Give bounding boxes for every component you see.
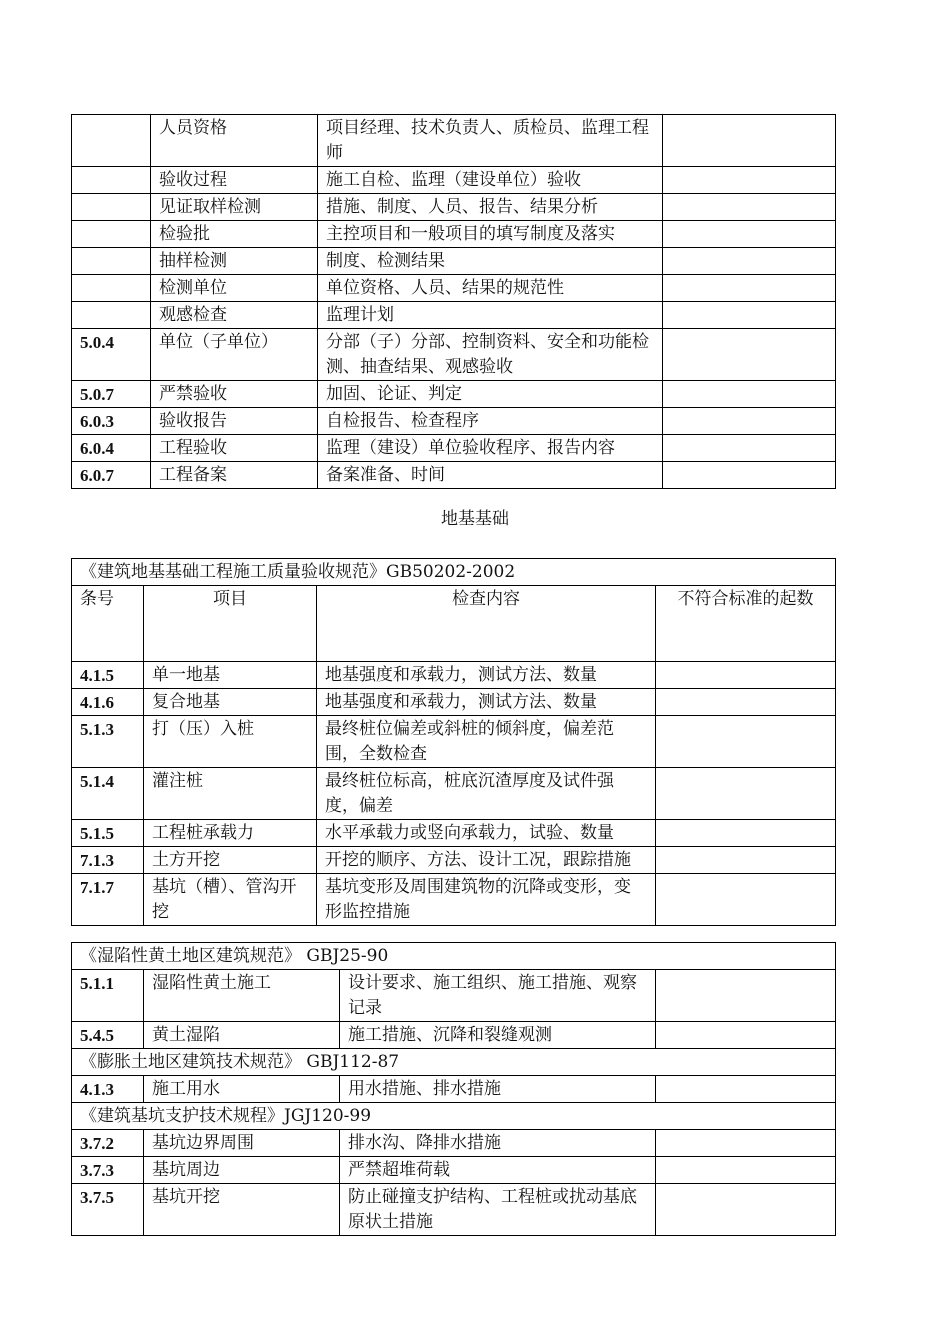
content-cell: 单位资格、人员、结果的规范性 <box>318 275 663 302</box>
table-row <box>72 302 836 329</box>
content-cell: 最终桩位标高，桩底沉渣厚度及试件强度，偏差 <box>317 768 656 820</box>
table-row <box>72 689 836 716</box>
content-cell: 主控项目和一般项目的填写制度及落实 <box>318 221 663 248</box>
clause-code: 6.0.3 <box>72 408 151 435</box>
clause-code: 7.1.3 <box>72 847 144 874</box>
item-cell: 检验批 <box>151 221 318 248</box>
clause-code: 6.0.7 <box>72 462 151 489</box>
item-cell: 验收报告 <box>151 408 318 435</box>
item-cell: 黄土湿陷 <box>144 1022 340 1049</box>
content-cell: 最终桩位偏差或斜桩的倾斜度，偏差范围，全数检查 <box>317 716 656 768</box>
count-cell <box>656 1076 836 1103</box>
clause-code: 6.0.4 <box>72 435 151 462</box>
content-cell: 严禁超堆荷载 <box>340 1157 656 1184</box>
count-cell <box>656 1130 836 1157</box>
table-row <box>72 662 836 689</box>
table-row <box>72 221 836 248</box>
other-standards-table <box>71 942 836 1236</box>
clause-code: 4.1.6 <box>72 689 144 716</box>
content-cell: 排水沟、降排水措施 <box>340 1130 656 1157</box>
clause-code <box>72 115 151 167</box>
item-cell: 验收过程 <box>151 167 318 194</box>
item-cell: 基坑边界周围 <box>144 1130 340 1157</box>
clause-code <box>72 167 151 194</box>
table-row <box>72 716 836 768</box>
clause-code: 5.4.5 <box>72 1022 144 1049</box>
clause-code: 5.0.7 <box>72 381 151 408</box>
count-cell <box>663 248 836 275</box>
count-cell <box>663 167 836 194</box>
item-cell: 基坑周边 <box>144 1157 340 1184</box>
clause-code: 4.1.5 <box>72 662 144 689</box>
table-row <box>72 329 836 381</box>
content-cell: 开挖的顺序、方法、设计工况，跟踪措施 <box>317 847 656 874</box>
count-cell <box>663 381 836 408</box>
content-cell: 监理计划 <box>318 302 663 329</box>
count-cell <box>663 115 836 167</box>
section-title: 地基基础 <box>441 509 509 529</box>
clause-code: 5.1.3 <box>72 716 144 768</box>
content-cell: 施工自检、监理（建设单位）验收 <box>318 167 663 194</box>
content-cell: 防止碰撞支护结构、工程桩或扰动基底原状土措施 <box>340 1184 656 1236</box>
count-cell <box>663 408 836 435</box>
item-cell: 抽样检测 <box>151 248 318 275</box>
header-content: 检查内容 <box>317 586 656 662</box>
content-cell: 分部（子）分部、控制资料、安全和功能检测、抽查结果、观感验收 <box>318 329 663 381</box>
table-row <box>72 462 836 489</box>
header-row <box>72 586 836 662</box>
table-row <box>72 194 836 221</box>
item-cell: 土方开挖 <box>144 847 317 874</box>
table-row <box>72 435 836 462</box>
table-row <box>72 1157 836 1184</box>
count-cell <box>663 194 836 221</box>
item-cell: 打（压）入桩 <box>144 716 317 768</box>
clause-code: 3.7.2 <box>72 1130 144 1157</box>
table-row <box>72 874 836 926</box>
clause-code <box>72 302 151 329</box>
clause-code: 5.1.4 <box>72 768 144 820</box>
count-cell <box>656 662 836 689</box>
table-row <box>72 1130 836 1157</box>
spec-title: 《湿陷性黄土地区建筑规范》 GBJ25-90 <box>72 943 836 970</box>
count-cell <box>663 329 836 381</box>
clause-code: 3.7.3 <box>72 1157 144 1184</box>
item-cell: 严禁验收 <box>151 381 318 408</box>
acceptance-table-continued <box>71 114 836 489</box>
spec-title-row <box>72 1103 836 1130</box>
count-cell <box>656 716 836 768</box>
count-cell <box>656 1022 836 1049</box>
count-cell <box>656 820 836 847</box>
clause-code: 5.1.5 <box>72 820 144 847</box>
spec-title-row <box>72 559 836 586</box>
clause-code: 3.7.5 <box>72 1184 144 1236</box>
spec-title: 《建筑基坑支护技术规程》JGJ120-99 <box>72 1103 836 1130</box>
clause-code: 7.1.7 <box>72 874 144 926</box>
table-row <box>72 275 836 302</box>
item-cell: 工程验收 <box>151 435 318 462</box>
table-row <box>72 970 836 1022</box>
item-cell: 工程桩承载力 <box>144 820 317 847</box>
header-count: 不符合标准的起数 <box>656 586 836 662</box>
table-row <box>72 408 836 435</box>
table-row <box>72 1184 836 1236</box>
count-cell <box>656 1184 836 1236</box>
header-item: 项目 <box>144 586 317 662</box>
content-cell: 地基强度和承载力，测试方法、数量 <box>317 689 656 716</box>
count-cell <box>656 970 836 1022</box>
spec-title: 《膨胀土地区建筑技术规范》 GBJ112-87 <box>72 1049 836 1076</box>
table-row <box>72 1076 836 1103</box>
clause-code <box>72 248 151 275</box>
count-cell <box>656 874 836 926</box>
table-row <box>72 1022 836 1049</box>
count-cell <box>656 689 836 716</box>
foundation-acceptance-table <box>71 558 836 926</box>
header-code: 条号 <box>72 586 144 662</box>
table-row <box>72 381 836 408</box>
spec-title-row <box>72 1049 836 1076</box>
content-cell: 备案准备、时间 <box>318 462 663 489</box>
content-cell: 水平承载力或竖向承载力，试验、数量 <box>317 820 656 847</box>
count-cell <box>663 462 836 489</box>
spec-title: 《建筑地基基础工程施工质量验收规范》GB50202-2002 <box>72 559 836 586</box>
count-cell <box>663 275 836 302</box>
clause-code: 5.1.1 <box>72 970 144 1022</box>
content-cell: 项目经理、技术负责人、质检员、监理工程师 <box>318 115 663 167</box>
content-cell: 监理（建设）单位验收程序、报告内容 <box>318 435 663 462</box>
item-cell: 人员资格 <box>151 115 318 167</box>
count-cell <box>663 302 836 329</box>
item-cell: 施工用水 <box>144 1076 340 1103</box>
content-cell: 加固、论证、判定 <box>318 381 663 408</box>
count-cell <box>656 847 836 874</box>
clause-code: 4.1.3 <box>72 1076 144 1103</box>
item-cell: 基坑开挖 <box>144 1184 340 1236</box>
clause-code: 5.0.4 <box>72 329 151 381</box>
item-cell: 基坑（槽）、管沟开挖 <box>144 874 317 926</box>
table-row <box>72 248 836 275</box>
table-row <box>72 847 836 874</box>
item-cell: 单位（子单位） <box>151 329 318 381</box>
clause-code <box>72 275 151 302</box>
table-row <box>72 820 836 847</box>
spec-title-row <box>72 943 836 970</box>
table-row <box>72 768 836 820</box>
count-cell <box>663 435 836 462</box>
content-cell: 制度、检测结果 <box>318 248 663 275</box>
content-cell: 施工措施、沉降和裂缝观测 <box>340 1022 656 1049</box>
content-cell: 用水措施、排水措施 <box>340 1076 656 1103</box>
item-cell: 复合地基 <box>144 689 317 716</box>
table-row <box>72 167 836 194</box>
item-cell: 工程备案 <box>151 462 318 489</box>
item-cell: 湿陷性黄土施工 <box>144 970 340 1022</box>
item-cell: 观感检查 <box>151 302 318 329</box>
count-cell <box>656 1157 836 1184</box>
count-cell <box>663 221 836 248</box>
item-cell: 单一地基 <box>144 662 317 689</box>
item-cell: 见证取样检测 <box>151 194 318 221</box>
content-cell: 基坑变形及周围建筑物的沉降或变形，变形监控措施 <box>317 874 656 926</box>
content-cell: 措施、制度、人员、报告、结果分析 <box>318 194 663 221</box>
item-cell: 检测单位 <box>151 275 318 302</box>
count-cell <box>656 768 836 820</box>
clause-code <box>72 194 151 221</box>
content-cell: 设计要求、施工组织、施工措施、观察记录 <box>340 970 656 1022</box>
table-row <box>72 115 836 167</box>
content-cell: 地基强度和承载力，测试方法、数量 <box>317 662 656 689</box>
content-cell: 自检报告、检查程序 <box>318 408 663 435</box>
clause-code <box>72 221 151 248</box>
item-cell: 灌注桩 <box>144 768 317 820</box>
